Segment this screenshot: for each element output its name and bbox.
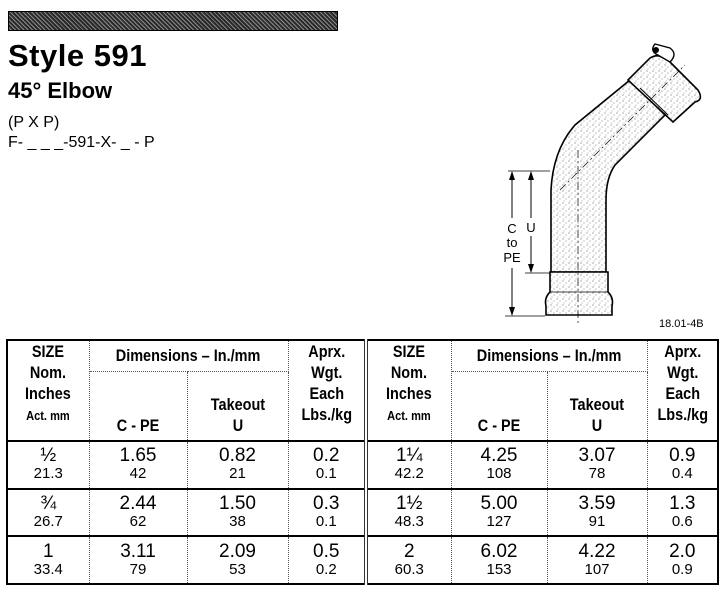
- takeout-header-right: Takeout U: [547, 371, 647, 441]
- c-pe-cell: 4.25 108: [451, 441, 547, 489]
- c-pe-cell: 6.02 153: [451, 536, 547, 584]
- size-cell: 2 60.3: [366, 536, 451, 584]
- table-row: [7, 536, 718, 584]
- size-header-right: SIZE Nom. Inches Act. mm: [366, 340, 451, 441]
- table-row: [7, 441, 718, 489]
- c-pe-header-right: C - PE: [451, 371, 547, 441]
- label-c: C: [507, 221, 517, 236]
- takeout-cell: 4.22 107: [547, 536, 647, 584]
- dimensions-table: [6, 339, 719, 585]
- page-title: Style 591: [8, 38, 147, 73]
- c-pe-cell: 3.11 79: [89, 536, 187, 584]
- c-pe-header: C - PE: [89, 371, 187, 441]
- dimensions-header-right: Dimensions – In./mm: [451, 340, 647, 371]
- takeout-cell: 3.07 78: [547, 441, 647, 489]
- weight-header-right: Aprx. Wgt. Each Lbs./kg: [647, 340, 718, 441]
- figure-id: 18.01-4B: [659, 318, 704, 330]
- weight-header: Aprx. Wgt. Each Lbs./kg: [288, 340, 366, 441]
- header-bar: [8, 11, 338, 31]
- page-subtitle: 45° Elbow: [8, 78, 113, 103]
- dimensions-header: Dimensions – In./mm: [89, 340, 288, 371]
- weight-cell: 1.3 0.6: [647, 489, 718, 537]
- size-cell: 1¼ 42.2: [366, 441, 451, 489]
- size-cell: 1 33.4: [7, 536, 89, 584]
- c-pe-cell: 5.00 127: [451, 489, 547, 537]
- table-row: [7, 489, 718, 537]
- bottom-fitting: [546, 272, 613, 315]
- elbow-drawing: [490, 40, 724, 335]
- takeout-cell: 3.59 91: [547, 489, 647, 537]
- size-cell: ¾ 26.7: [7, 489, 89, 537]
- weight-cell: 0.2 0.1: [288, 441, 366, 489]
- part-number: F- _ _ _-591-X- _ - P: [8, 134, 155, 151]
- c-pe-cell: 1.65 42: [89, 441, 187, 489]
- weight-cell: 2.0 0.9: [647, 536, 718, 584]
- takeout-cell: 2.09 53: [187, 536, 288, 584]
- takeout-cell: 0.82 21: [187, 441, 288, 489]
- label-pe: PE: [503, 250, 521, 265]
- label-u: U: [526, 220, 536, 235]
- takeout-cell: 1.50 38: [187, 489, 288, 537]
- size-cell: ½ 21.3: [7, 441, 89, 489]
- elbow-body: [551, 80, 665, 272]
- weight-cell: 0.5 0.2: [288, 536, 366, 584]
- connection-type: (P X P): [8, 114, 60, 131]
- label-to: to: [506, 235, 518, 250]
- c-pe-cell: 2.44 62: [89, 489, 187, 537]
- weight-cell: 0.3 0.1: [288, 489, 366, 537]
- takeout-header: Takeout U: [187, 371, 288, 441]
- size-header: SIZE Nom. Inches Act. mm: [7, 340, 89, 441]
- size-cell: 1½ 48.3: [366, 489, 451, 537]
- weight-cell: 0.9 0.4: [647, 441, 718, 489]
